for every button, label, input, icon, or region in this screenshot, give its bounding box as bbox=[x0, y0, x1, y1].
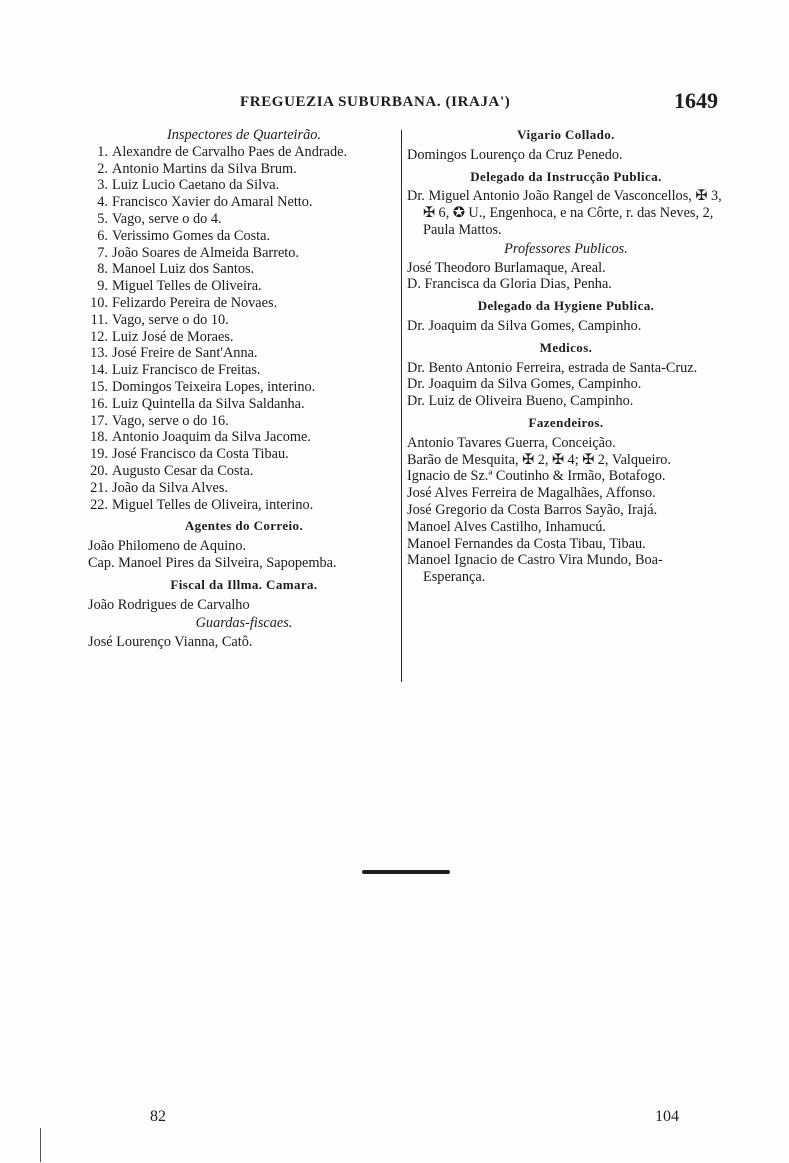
fiscal-heading: Fiscal da Illma. Camara. bbox=[170, 576, 318, 592]
professores-list bbox=[407, 260, 725, 294]
list-item: Barão de Mesquita, ✠ 2, ✠ 4; ✠ 2, Valqueiro. bbox=[407, 451, 671, 468]
list-item: José Lourenço Vianna, Catô. bbox=[88, 634, 253, 651]
fazendeiros-heading: Fazendeiros. bbox=[528, 414, 604, 430]
list-item: 10. Felizardo Pereira de Novaes. bbox=[90, 294, 278, 311]
guardas-heading: Guardas-fiscaes. bbox=[195, 615, 293, 632]
list-item: 12. Luiz José de Moraes. bbox=[90, 328, 234, 345]
list-item: 15. Domingos Teixeira Lopes, interino. bbox=[90, 378, 316, 395]
list-item: João Rodrigues de Carvalho bbox=[88, 596, 250, 613]
list-item: 2. Antonio Martins da Silva Brum. bbox=[97, 160, 297, 177]
list-item: 5. Vago, serve o do 4. bbox=[97, 210, 222, 227]
list-item: José Gregorio da Costa Barros Sayão, Irajá. bbox=[407, 501, 658, 518]
list-item: Cap. Manoel Pires da Silveira, Sapopemba. bbox=[88, 554, 337, 571]
list-item: 21. João da Silva Alves. bbox=[90, 479, 228, 496]
delegado-instrucao-heading: Delegado da Instrucção Publica. bbox=[470, 168, 662, 184]
list-item: Dr. Joaquim da Silva Gomes, Campinho. bbox=[407, 317, 642, 334]
list-item: Manoel Fernandes da Costa Tibau, Tibau. bbox=[407, 535, 646, 552]
list-item: 7. João Soares de Almeida Barreto. bbox=[97, 244, 299, 261]
section-end-rule bbox=[362, 870, 450, 874]
list-item: João Philomeno de Aquino. bbox=[88, 538, 247, 555]
inspectores-list bbox=[88, 144, 400, 514]
list-item: 3. Luiz Lucio Caetano da Silva. bbox=[97, 177, 280, 194]
right-column bbox=[407, 127, 725, 586]
fiscal-list bbox=[88, 597, 400, 614]
list-item: 1. Alexandre de Carvalho Paes de Andrade. bbox=[97, 143, 348, 160]
left-column bbox=[88, 127, 400, 651]
list-item: 6. Verissimo Gomes da Costa. bbox=[97, 227, 271, 244]
list-item: José Theodoro Burlamaque, Areal. bbox=[407, 259, 606, 276]
fazendeiros-list bbox=[407, 435, 725, 586]
list-item: 9. Miguel Telles de Oliveira. bbox=[97, 278, 262, 295]
delegado-hygiene-list bbox=[407, 318, 725, 335]
list-item: 14. Luiz Francisco de Freitas. bbox=[90, 362, 261, 379]
footer-signature-right: 104 bbox=[655, 1108, 679, 1125]
medicos-heading: Medicos. bbox=[539, 339, 593, 355]
list-item: D. Francisca da Gloria Dias, Penha. bbox=[407, 276, 612, 293]
list-item: 11. Vago, serve o do 10. bbox=[90, 311, 229, 328]
list-item: Dr. Luiz de Oliveira Bueno, Campinho. bbox=[407, 393, 634, 410]
column-divider bbox=[401, 130, 402, 682]
list-item: 18. Antonio Joaquim da Silva Jacome. bbox=[90, 429, 311, 446]
list-item: José Alves Ferreira de Magalhães, Affonso. bbox=[407, 485, 656, 502]
list-item: 8. Manoel Luiz dos Santos. bbox=[97, 261, 255, 278]
page-number: 1649 bbox=[674, 88, 718, 113]
vigario-heading: Vigario Collado. bbox=[517, 127, 615, 142]
guardas-list bbox=[88, 634, 400, 651]
list-item: Dr. Miguel Antonio João Rangel de Vasconcellos, ✠ 3, ✠ 6, ✪ U., Engenhoca, e na Côrte, r. das Neves, 2, Paula Mattos. bbox=[407, 188, 722, 238]
list-item: 4. Francisco Xavier do Amaral Netto. bbox=[97, 194, 313, 211]
list-item: Domingos Lourenço da Cruz Penedo. bbox=[407, 146, 623, 163]
list-item: Dr. Joaquim da Silva Gomes, Campinho. bbox=[407, 376, 642, 393]
inspectores-heading: Inspectores de Quarteirão. bbox=[167, 127, 321, 143]
vigario-list bbox=[407, 147, 725, 164]
list-item: 19. José Francisco da Costa Tibau. bbox=[90, 446, 289, 463]
list-item: 13. José Freire de Sant'Anna. bbox=[90, 345, 258, 362]
list-item: Dr. Bento Antonio Ferreira, estrada de Santa-Cruz. bbox=[407, 359, 698, 376]
list-item: Manoel Alves Castilho, Inhamucú. bbox=[407, 518, 606, 535]
agentes-heading: Agentes do Correio. bbox=[184, 518, 304, 534]
medicos-list bbox=[407, 360, 725, 410]
binding-margin-mark bbox=[40, 1128, 41, 1162]
list-item: Antonio Tavares Guerra, Conceição. bbox=[407, 434, 616, 451]
list-item: 22. Miguel Telles de Oliveira, interino. bbox=[90, 496, 314, 513]
list-item: 20. Augusto Cesar da Costa. bbox=[90, 462, 254, 479]
running-title: FREGUEZIA SUBURBANA. (IRAJA') bbox=[240, 94, 511, 110]
list-item: 16. Luiz Quintella da Silva Saldanha. bbox=[90, 395, 305, 412]
footer-signature-left: 82 bbox=[150, 1108, 166, 1125]
agentes-list bbox=[88, 538, 400, 572]
delegado-hygiene-heading: Delegado da Hygiene Publica. bbox=[477, 298, 655, 314]
list-item: 17. Vago, serve o do 16. bbox=[90, 412, 229, 429]
page-header bbox=[90, 88, 718, 118]
list-item: Manoel Ignacio de Castro Vira Mundo, Boa-Esperança. bbox=[407, 552, 663, 586]
list-item: Ignacio de Sz.ª Coutinho & Irmão, Botafogo. bbox=[407, 468, 666, 485]
delegado-instrucao-list bbox=[407, 188, 725, 238]
professores-heading: Professores Publicos. bbox=[504, 240, 628, 257]
